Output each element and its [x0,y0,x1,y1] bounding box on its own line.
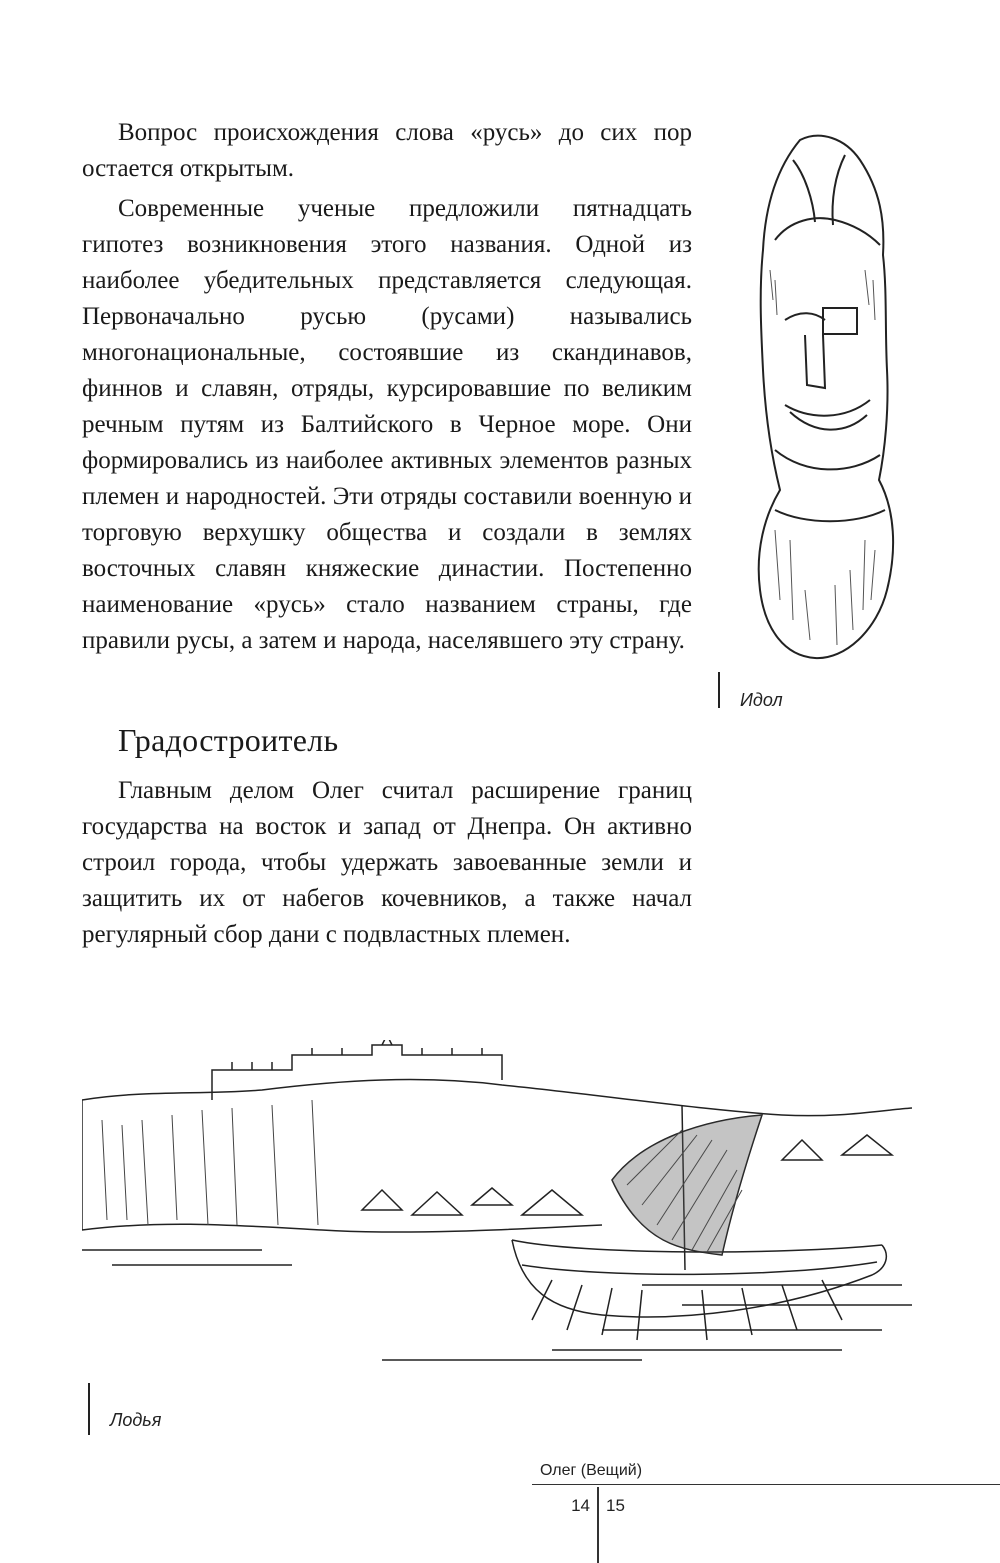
section-heading: Градостроитель [118,722,339,758]
idol-illustration [745,130,900,665]
boat-illustration [82,1040,912,1385]
section-text [82,773,692,953]
intro-text [82,115,692,659]
boat-caption: Лодья [110,1410,162,1430]
paragraph: Современные ученые предложили пятнадцать гипотез возникновения этого названия. Одной из наиболее убедительных представляется следующая. Первоначально русью (русами) назывались многонациональные, состоявшие из скандинавов, финнов и славян, отряды, курсировавшие по великим речным путям из Балтийского в Черное море. Они формировались из наиболее активных элементов разных племен и народностей. Эти отряды составили военную и торговую верхушку общества и создали в землях восточных славян княжеские династии. Постепенно наименование «русь» стало названием страны, где правили русы, а затем и народа, населявшего эту страну. [82,195,692,654]
caption-bar [88,1383,90,1435]
footer-rule [532,1484,1000,1485]
page-number-divider [597,1487,599,1563]
page-number-left: 14 [571,1496,590,1515]
page-number-right: 15 [606,1496,625,1515]
caption-bar [718,672,720,708]
paragraph: Главным делом Олег считал расширение границ государства на восток и запад от Днепра. Он активно строил города, чтобы удержать завоеванные земли и защитить их от набегов кочевников, а также начал регулярный сбор дани с подвластных племен. [82,777,692,948]
idol-caption: Идол [740,690,783,710]
running-title: Олег (Вещий) [540,1462,643,1479]
paragraph: Вопрос происхождения слова «русь» до сих пор остается открытым. [82,119,692,182]
